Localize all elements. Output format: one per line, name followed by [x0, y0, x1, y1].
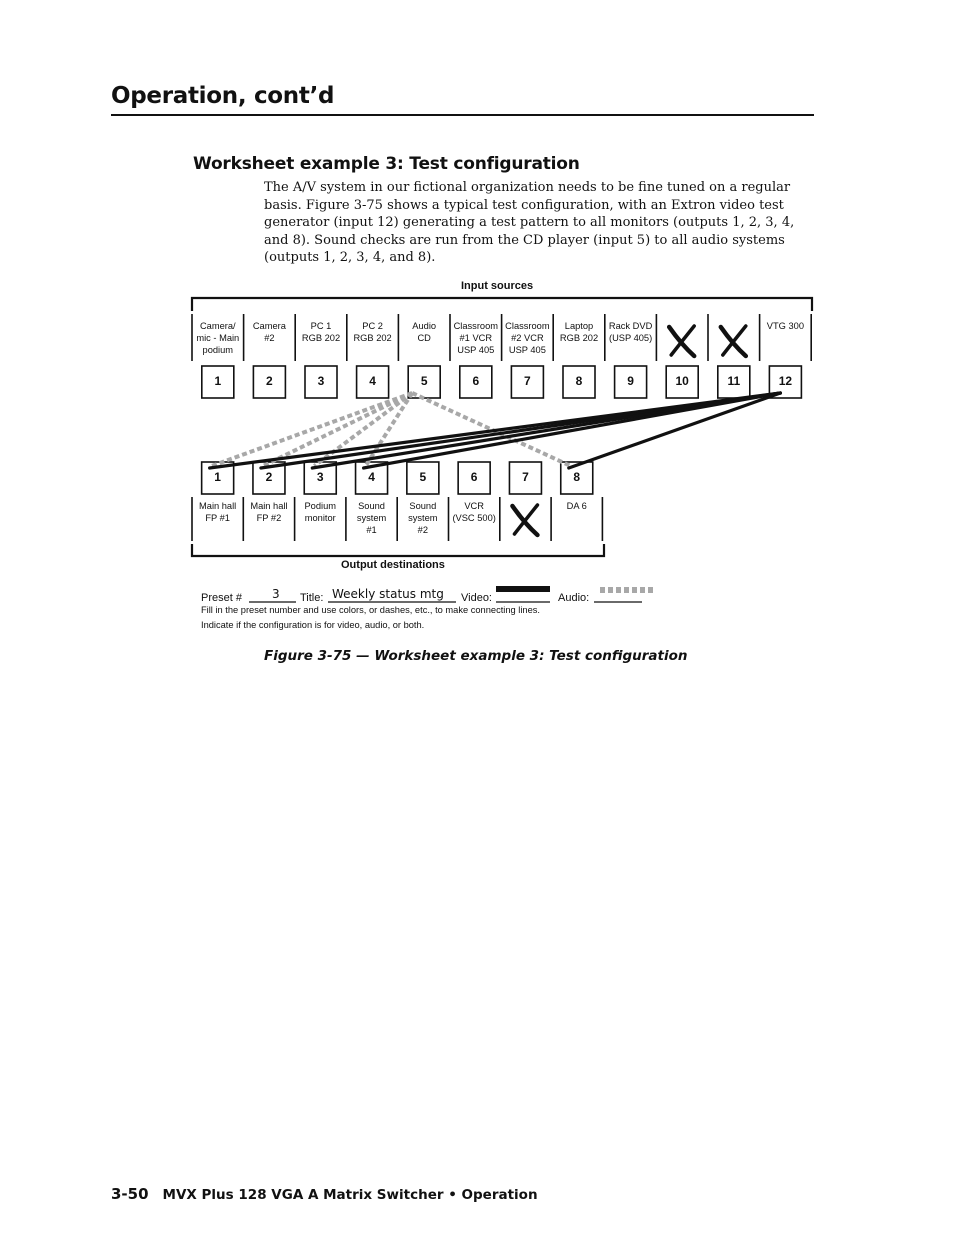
- figure-caption: Figure 3-75 — Worksheet example 3: Test configuration: [264, 648, 688, 664]
- section-heading: Worksheet example 3: Test configuration: [193, 154, 580, 174]
- output-label-5: Sound: [409, 501, 437, 511]
- input-label-5: CD: [417, 333, 431, 343]
- output-number-7: 7: [522, 470, 529, 484]
- input-label-4: RGB 202: [353, 333, 392, 343]
- output-label-1: Main hall: [199, 501, 237, 511]
- input-label-1: mic - Main: [196, 333, 240, 343]
- input-sources-label: Input sources: [461, 280, 534, 292]
- input-label-3: PC 1: [310, 321, 332, 331]
- video-tie-12-to-4: [364, 393, 781, 468]
- input-label-2: Camera: [252, 321, 286, 331]
- output-destinations-label: Output destinations: [341, 559, 445, 571]
- input-number-7: 7: [524, 374, 531, 388]
- input-number-3: 3: [317, 374, 325, 388]
- output-label-1: FP #1: [205, 513, 230, 523]
- output-label-8: DA 6: [566, 501, 587, 511]
- input-bracket: [192, 298, 812, 311]
- input-label-9: (USP 405): [608, 333, 653, 343]
- input-label-7: USP 405: [508, 345, 546, 355]
- input-number-10: 10: [675, 374, 689, 388]
- body-paragraph: The A/V system in our fictional organization needs to be fine tuned on a regular basis. Figure 3-75 shows a typical test configuration, with an Extron video test generator (input 12) generating a test pattern to all monitors (outputs 1, 2, 3, 4, and 8). Sound checks are run from the CD player (input 5) to all audio systems (outputs 1, 2, 3, 4, and 8).: [264, 180, 795, 265]
- input-label-6: USP 405: [457, 345, 495, 355]
- input-label-7: Classroom: [505, 321, 550, 331]
- output-label-3: monitor: [304, 513, 336, 523]
- output-bracket: [192, 544, 604, 556]
- input-label-2: #2: [264, 333, 275, 343]
- input-label-12: VTG 300: [766, 321, 804, 331]
- input-number-9: 9: [627, 374, 634, 388]
- instruction-line-1: Fill in the preset number and use colors, or dashes, etc., to make connecting lines.: [201, 605, 540, 615]
- preset-number-value: 3: [272, 587, 280, 601]
- input-label-7: #2 VCR: [511, 333, 544, 343]
- input-label-6: #1 VCR: [459, 333, 493, 343]
- page-title: Operation, cont’d: [111, 83, 335, 109]
- output-number-1: 1: [214, 470, 221, 484]
- output-label-5: system: [408, 513, 438, 523]
- input-label-9: Rack DVD: [608, 321, 653, 331]
- output-label-4: #1: [366, 525, 377, 535]
- input-number-8: 8: [575, 374, 583, 388]
- preset-number-label: Preset #: [201, 592, 242, 604]
- video-tie-12-to-8: [569, 393, 781, 468]
- output-label-6: VCR: [464, 501, 484, 511]
- page-number: 3-50: [111, 1185, 149, 1203]
- instruction-line-2: Indicate if the configuration is for video, audio, or both.: [201, 620, 425, 630]
- output-label-3: Podium: [304, 501, 337, 511]
- output-number-2: 2: [265, 470, 273, 484]
- input-number-2: 2: [266, 374, 273, 388]
- footer-text: MVX Plus 128 VGA A Matrix Switcher • Operation: [162, 1187, 538, 1203]
- input-label-5: Audio: [412, 321, 437, 331]
- input-number-4: 4: [369, 374, 376, 388]
- output-number-8: 8: [573, 470, 581, 484]
- video-legend-label: Video:: [461, 592, 492, 604]
- output-label-2: Main hall: [250, 501, 288, 511]
- video-legend-swatch: [496, 586, 550, 592]
- audio-legend-label: Audio:: [558, 592, 590, 604]
- input-label-6: Classroom: [453, 321, 499, 331]
- input-number-12: 12: [778, 374, 793, 388]
- output-label-4: Sound: [358, 501, 385, 511]
- output-label-5: #2: [417, 525, 429, 535]
- input-number-11: 11: [727, 374, 741, 388]
- input-label-3: RGB 202: [301, 333, 341, 343]
- input-label-1: podium: [202, 345, 234, 355]
- output-label-2: FP #2: [256, 513, 282, 523]
- output-number-3: 3: [316, 470, 324, 484]
- output-label-4: system: [356, 513, 387, 523]
- input-label-1: Camera/: [199, 321, 236, 331]
- output-number-5: 5: [419, 470, 427, 484]
- input-label-8: RGB 202: [559, 333, 599, 343]
- input-number-6: 6: [472, 374, 480, 388]
- output-label-6: (VSC 500): [452, 513, 496, 523]
- preset-title-label: Title:: [300, 592, 324, 604]
- output-number-6: 6: [470, 470, 478, 484]
- input-label-4: PC 2: [362, 321, 383, 331]
- input-label-8: Laptop: [564, 321, 594, 331]
- input-number-5: 5: [420, 374, 428, 388]
- page-footer: [111, 1185, 538, 1203]
- output-number-4: 4: [368, 470, 375, 484]
- preset-title-value: Weekly status mtg: [332, 587, 444, 601]
- input-number-1: 1: [214, 374, 222, 388]
